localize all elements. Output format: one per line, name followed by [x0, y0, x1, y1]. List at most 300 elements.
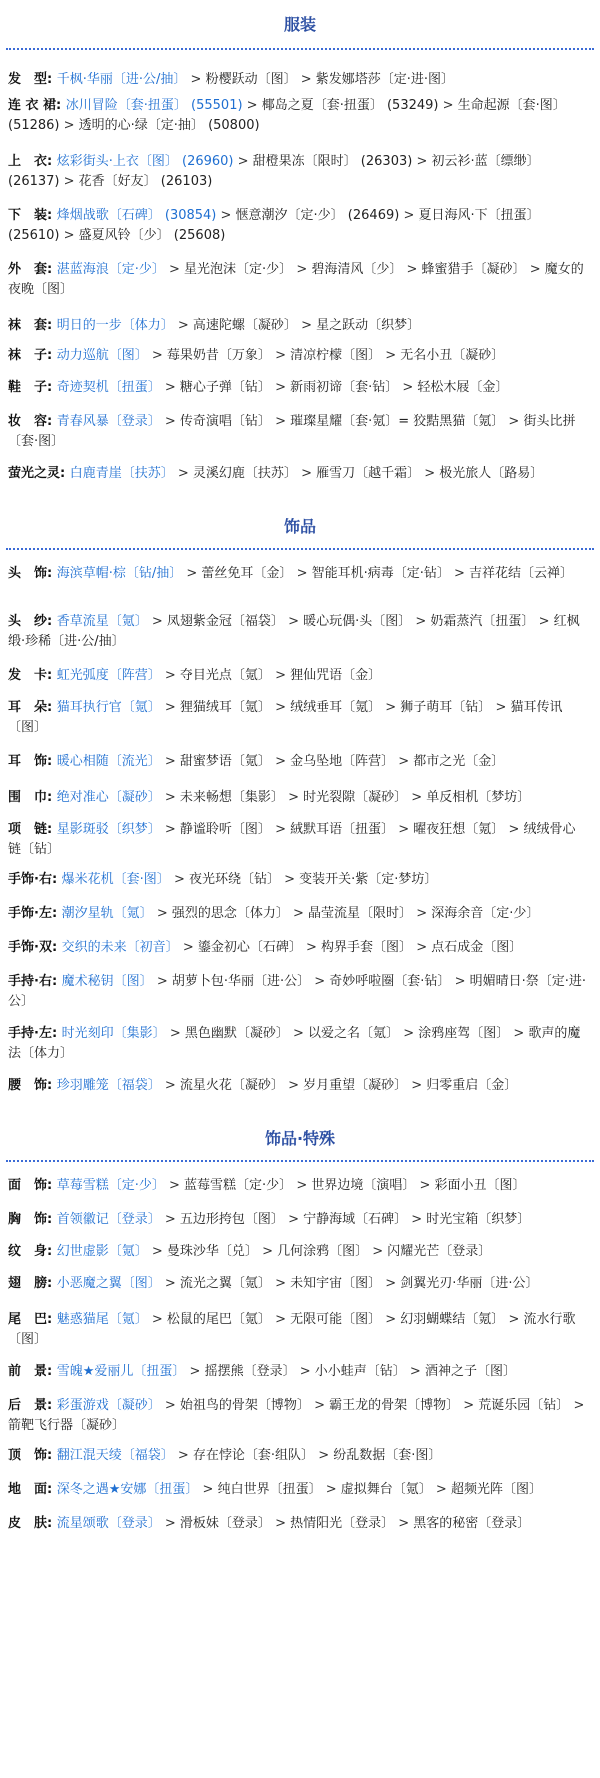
- alternative-item: 松鼠的尾巴〔氪〕: [166, 1312, 271, 1327]
- list-item: [0, 752, 600, 772]
- alternative-item: 狸猫绒耳〔氪〕: [179, 700, 271, 715]
- separator-arrow: >: [301, 940, 322, 955]
- separator-arrow: >: [431, 1482, 451, 1497]
- separator-arrow: >: [59, 174, 79, 189]
- top-pick-item: 奇迹契机〔扭蛋〕: [56, 380, 161, 395]
- top-pick-item: 深冬之遇★安娜〔扭蛋〕: [56, 1482, 199, 1497]
- separator-arrow: >: [160, 1516, 180, 1531]
- separator-arrow: >: [310, 974, 330, 989]
- list-item: [0, 870, 600, 890]
- section-title: 饰品·特殊: [264, 1129, 336, 1148]
- separator-arrow: >: [173, 1448, 193, 1463]
- separator-arrow: >: [182, 566, 202, 581]
- list-item: [0, 1274, 600, 1294]
- alternative-item: 黑色幽默〔凝砂〕: [184, 1026, 289, 1041]
- alternative-item: 红枫缎·珍稀〔进·公/抽〕: [8, 614, 580, 649]
- separator-arrow: >: [459, 1398, 479, 1413]
- separator-arrow: >: [296, 318, 317, 333]
- top-pick-item: 千枫·华丽〔进·公/抽〕: [56, 72, 187, 87]
- alternative-item: 流星火花〔凝砂〕: [179, 1078, 284, 1093]
- item-category-label: 发 型:: [8, 72, 57, 87]
- alternative-item: 幻羽蝴蝶结〔氪〕: [400, 1312, 505, 1327]
- alternative-item: 摇摆熊〔登录〕: [204, 1364, 296, 1379]
- top-pick-item: 海滨草帽·棕〔钻/抽〕: [56, 566, 183, 581]
- list-item: [0, 564, 600, 584]
- top-pick-item: 小恶魔之翼〔图〕: [56, 1276, 161, 1291]
- item-category-label: 外 套:: [8, 262, 57, 277]
- separator-arrow: >: [147, 1312, 167, 1327]
- alternative-item: 强烈的思念〔体力〕: [171, 906, 289, 921]
- list-item: [0, 820, 600, 860]
- list-item: [0, 70, 600, 90]
- separator-arrow: >: [283, 614, 304, 629]
- separator-arrow: >: [59, 228, 79, 243]
- alternative-item: 鎏金初心〔石碑〕: [197, 940, 302, 955]
- separator-arrow: >: [405, 1364, 425, 1379]
- alternative-item: 点石成金〔图〕: [431, 940, 523, 955]
- alternative-item: 盛夏风铃〔少〕 (25608): [78, 228, 226, 243]
- separator-arrow: >: [283, 1078, 304, 1093]
- alternative-item: 歌声的魔法〔体力〕: [8, 1026, 581, 1061]
- separator-arrow: >: [402, 262, 422, 277]
- item-category-label: 后 景:: [8, 1398, 57, 1413]
- alternative-item: 甜蜜梦语〔氪〕: [179, 754, 271, 769]
- separator-arrow: >: [270, 668, 291, 683]
- separator-arrow: >: [394, 1516, 414, 1531]
- list-item: [0, 412, 600, 452]
- top-pick-item: 动力巡航〔图〕: [56, 348, 148, 363]
- item-category-label: 袜 套:: [8, 318, 57, 333]
- alternative-item: 剑翼光刃·华丽〔进·公〕: [400, 1276, 539, 1291]
- alternative-item: 变装开关·紫〔定·梦坊〕: [299, 872, 438, 887]
- item-category-label: 前 景:: [8, 1364, 57, 1379]
- alternative-item: 高速陀螺〔凝砂〕: [192, 318, 297, 333]
- item-category-label: 地 面:: [8, 1482, 57, 1497]
- dotted-divider: [6, 1160, 594, 1162]
- top-pick-item: 交织的未来〔初音〕: [61, 940, 179, 955]
- separator-arrow: >: [525, 262, 545, 277]
- separator-arrow: >: [412, 154, 432, 169]
- item-category-label: 尾 巴:: [8, 1312, 57, 1327]
- item-category-label: 面 饰:: [8, 1178, 57, 1193]
- list-item: [0, 904, 600, 924]
- separator-arrow: >: [270, 414, 291, 429]
- alternative-item: 静谧聆听〔图〕: [179, 822, 271, 837]
- list-item: [0, 1362, 600, 1382]
- top-pick-item: 炫彩街头·上衣〔图〕 (26960): [56, 154, 234, 169]
- list-item: [0, 666, 600, 686]
- top-pick-item: 烽烟战歌〔石碑〕 (30854): [56, 208, 217, 223]
- alternative-item: 荒诞乐园〔钻〕: [478, 1398, 570, 1413]
- item-category-label: 袜 子:: [8, 348, 57, 363]
- alternative-item: 深海余音〔定·少〕: [431, 906, 540, 921]
- list-item: [0, 1024, 600, 1064]
- separator-arrow: >: [398, 380, 418, 395]
- separator-arrow: >: [185, 1364, 205, 1379]
- item-category-label: 项 链:: [8, 822, 57, 837]
- alternative-item: 曼珠沙华〔兑〕: [166, 1244, 258, 1259]
- list-item: [0, 1210, 600, 1230]
- alternative-item: 蓝莓雪糕〔定·少〕: [184, 1178, 293, 1193]
- list-item: [0, 972, 600, 1012]
- alternative-item: 时光宝箱〔织梦〕: [426, 1212, 531, 1227]
- top-pick-item: 翻江混天绫〔福袋〕: [56, 1448, 174, 1463]
- alternative-item: 椰岛之夏〔套·扭蛋〕 (53249): [261, 98, 439, 113]
- separator-arrow: >: [491, 700, 511, 715]
- alternative-item: 绒绒骨心链〔钻〕: [8, 822, 576, 857]
- separator-arrow: >: [270, 1276, 291, 1291]
- alternative-item: 单反相机〔梦坊〕: [426, 790, 531, 805]
- item-category-label: 下 装:: [8, 208, 57, 223]
- item-category-label: 上 衣:: [8, 154, 57, 169]
- alternative-item: 都市之光〔金〕: [413, 754, 505, 769]
- list-item: [0, 260, 600, 300]
- separator-arrow: >: [321, 1482, 341, 1497]
- alternative-item: 小小蛙声〔钻〕: [314, 1364, 406, 1379]
- alternative-item: 纯白世界〔扭蛋〕: [217, 1482, 322, 1497]
- list-item: [0, 1242, 600, 1262]
- separator-arrow: >: [270, 700, 291, 715]
- separator-arrow: >: [412, 940, 432, 955]
- top-pick-item: 虹光弧度〔阵营〕: [56, 668, 161, 683]
- top-pick-item: 草莓雪糕〔定·少〕: [56, 1178, 165, 1193]
- top-pick-item: 珍羽雕笼〔福袋〕: [56, 1078, 161, 1093]
- separator-arrow: >: [283, 1212, 304, 1227]
- alternative-item: 魔女的夜晚〔图〕: [8, 262, 584, 297]
- alternative-item: 箭靶飞行器〔凝砂〕: [8, 1418, 126, 1433]
- separator-arrow: >: [270, 1312, 291, 1327]
- item-category-label: 翅 膀:: [8, 1276, 57, 1291]
- item-category-label: 耳 饰:: [8, 754, 57, 769]
- top-pick-item: 绝对准心〔凝砂〕: [56, 790, 161, 805]
- alternative-item: 霸王龙的骨架〔博物〕: [329, 1398, 460, 1413]
- list-item: [0, 1514, 600, 1534]
- alternative-item: 涂鸦座驾〔图〕: [418, 1026, 510, 1041]
- alternative-item: 惬意潮汐〔定·少〕 (26469): [235, 208, 400, 223]
- item-category-label: 手饰·右:: [8, 872, 62, 887]
- item-category-label: 胸 饰:: [8, 1212, 57, 1227]
- alternative-item: 甜橙果冻〔限时〕 (26303): [252, 154, 413, 169]
- alternative-item: 绒绒垂耳〔氪〕: [290, 700, 382, 715]
- separator-arrow: >: [165, 1026, 185, 1041]
- alternative-item: 猫耳传讯〔图〕: [8, 700, 563, 735]
- alternative-item: 夜光环绕〔钻〕: [188, 872, 280, 887]
- separator-arrow: >: [160, 790, 180, 805]
- alternative-item: 传奇演唱〔钻〕: [179, 414, 271, 429]
- item-category-label: 妆 容:: [8, 414, 57, 429]
- list-item: [0, 1446, 600, 1466]
- item-category-label: 发 卡:: [8, 668, 57, 683]
- alternative-item: 奇妙呼啦圈〔套·钻〕: [329, 974, 451, 989]
- alternative-item: 未知宇宙〔图〕: [290, 1276, 382, 1291]
- separator-arrow: >: [368, 1244, 388, 1259]
- alternative-item: 五边形挎包〔图〕: [179, 1212, 284, 1227]
- alternative-item: 黑客的秘密〔登录〕: [413, 1516, 531, 1531]
- separator-arrow: >: [160, 1078, 180, 1093]
- alternative-item: 晶莹流星〔限时〕: [308, 906, 413, 921]
- alternative-item: 雁雪刀〔越千霜〕: [316, 466, 421, 481]
- separator-arrow: >: [407, 790, 427, 805]
- top-pick-item: 潮汐星轨〔氪〕: [61, 906, 153, 921]
- separator-arrow: >: [186, 72, 206, 87]
- list-item: [0, 464, 600, 484]
- item-category-label: 围 巾:: [8, 790, 57, 805]
- top-pick-item: 彩蛋游戏〔凝砂〕: [56, 1398, 161, 1413]
- separator-arrow: >: [504, 1312, 524, 1327]
- alternative-item: 构界手套〔图〕: [321, 940, 413, 955]
- alternative-item: 星之跃动〔织梦〕: [316, 318, 421, 333]
- alternative-item: 金乌坠地〔阵营〕: [290, 754, 395, 769]
- alternative-item: 宁静海域〔石碑〕: [303, 1212, 408, 1227]
- top-pick-item: 暖心相随〔流光〕: [56, 754, 161, 769]
- separator-arrow: >: [450, 974, 470, 989]
- separator-arrow: >: [242, 98, 262, 113]
- top-pick-item: 明日的一步〔体力〕: [56, 318, 174, 333]
- separator-arrow: >: [270, 754, 291, 769]
- list-item: [0, 1176, 600, 1196]
- separator-arrow: >: [198, 1482, 218, 1497]
- separator-arrow: >: [292, 1178, 312, 1193]
- item-category-label: 手饰·左:: [8, 906, 62, 921]
- alternative-item: 流光之翼〔氪〕: [179, 1276, 271, 1291]
- separator-arrow: >: [399, 1026, 419, 1041]
- list-item: [0, 346, 600, 366]
- separator-arrow: >: [164, 262, 185, 277]
- section-title: 饰品: [283, 517, 316, 536]
- alternative-item: 归零重启〔金〕: [426, 1078, 518, 1093]
- item-category-label: 纹 身:: [8, 1244, 57, 1259]
- alternative-item: 星光泡沫〔定·少〕: [184, 262, 293, 277]
- separator-arrow: >: [407, 1078, 427, 1093]
- separator-arrow: >: [152, 906, 172, 921]
- separator-arrow: >: [160, 1398, 180, 1413]
- top-pick-item: 雪魄★爱丽儿〔扭蛋〕: [56, 1364, 186, 1379]
- item-category-label: 头 纱:: [8, 614, 57, 629]
- separator-arrow: >: [394, 754, 414, 769]
- alternative-item: 极光旅人〔路易〕: [439, 466, 544, 481]
- list-item: [0, 698, 600, 738]
- separator-arrow: >: [160, 754, 180, 769]
- alternative-item: 透明的心·绿〔定·抽〕 (50800): [78, 118, 260, 133]
- item-category-label: 皮 肤:: [8, 1516, 57, 1531]
- list-item: [0, 378, 600, 398]
- top-pick-item: 时光刻印〔集影〕: [61, 1026, 166, 1041]
- alternative-item: 存在悖论〔套·组队〕: [192, 1448, 315, 1463]
- item-category-label: 手持·右:: [8, 974, 62, 989]
- separator-arrow: >: [569, 1398, 585, 1413]
- separator-arrow: >: [292, 262, 312, 277]
- alternative-item: 超频光阵〔图〕: [450, 1482, 542, 1497]
- alternative-item: 凤翅紫金冠〔福袋〕: [166, 614, 284, 629]
- item-category-label: 手持·左:: [8, 1026, 62, 1041]
- separator-arrow: >: [381, 348, 401, 363]
- item-category-label: 耳 朵:: [8, 700, 57, 715]
- top-pick-item: 猫耳执行官〔氪〕: [56, 700, 161, 715]
- alternative-item: 闪耀光芒〔登录〕: [387, 1244, 492, 1259]
- separator-arrow: >: [314, 1448, 334, 1463]
- separator-arrow: >: [381, 1276, 401, 1291]
- separator-arrow: >: [270, 380, 291, 395]
- separator-arrow: >: [160, 668, 180, 683]
- alternative-item: 璀璨星耀〔套·氪〕= 狡黠黑猫〔氪〕: [290, 414, 505, 429]
- separator-arrow: >: [288, 1026, 309, 1041]
- alternative-item: 滑板妹〔登录〕: [179, 1516, 271, 1531]
- separator-arrow: >: [160, 822, 180, 837]
- separator-arrow: >: [420, 466, 440, 481]
- item-category-label: 顶 饰:: [8, 1448, 57, 1463]
- separator-arrow: >: [296, 72, 316, 87]
- top-pick-item: 爆米花机〔套·图〕: [61, 872, 170, 887]
- separator-arrow: >: [59, 118, 79, 133]
- alternative-item: 无限可能〔图〕: [290, 1312, 382, 1327]
- separator-arrow: >: [160, 1276, 180, 1291]
- alternative-item: 莓果奶昔〔万象〕: [166, 348, 271, 363]
- alternative-item: 絨默耳语〔扭蛋〕: [290, 822, 395, 837]
- list-item: [0, 1076, 600, 1096]
- top-pick-item: 首领徽记〔登录〕: [56, 1212, 161, 1227]
- alternative-item: 生命起源〔套·图〕 (51286): [8, 98, 566, 133]
- top-pick-item: 星影斑驳〔织梦〕: [56, 822, 161, 837]
- separator-arrow: >: [399, 208, 419, 223]
- alternative-item: 流水行歌〔图〕: [8, 1312, 576, 1347]
- alternative-item: 以爱之名〔氪〕: [308, 1026, 400, 1041]
- alternative-item: 粉樱跃动〔图〕: [205, 72, 297, 87]
- alternative-item: 糖心子弹〔钻〕: [179, 380, 271, 395]
- separator-arrow: >: [160, 380, 180, 395]
- top-pick-item: 湛蓝海浪〔定·少〕: [56, 262, 165, 277]
- separator-arrow: >: [288, 906, 309, 921]
- separator-arrow: >: [411, 614, 431, 629]
- list-item: [0, 316, 600, 336]
- alternative-item: 奶霜蒸汽〔扭蛋〕: [430, 614, 535, 629]
- alternative-item: 未来畅想〔集影〕: [179, 790, 284, 805]
- alternative-item: 彩面小丑〔图〕: [434, 1178, 526, 1193]
- dotted-divider: [6, 548, 594, 550]
- list-item: [0, 96, 600, 136]
- alternative-item: 智能耳机·病毒〔定·钻〕: [311, 566, 450, 581]
- item-category-label: 腰 饰:: [8, 1078, 57, 1093]
- separator-arrow: >: [270, 1516, 291, 1531]
- separator-arrow: >: [270, 822, 291, 837]
- top-pick-item: 冰川冒险〔套·扭蛋〕 (55501): [65, 98, 243, 113]
- alternative-item: 初云衫·蓝〔缥缈〕 (26137): [8, 154, 540, 189]
- alternative-item: 暖心玩偶·头〔图〕: [303, 614, 412, 629]
- alternative-item: 蕾丝免耳〔金〕: [201, 566, 293, 581]
- alternative-item: 街头比拼〔套·图〕: [8, 414, 576, 449]
- separator-arrow: >: [160, 414, 180, 429]
- top-pick-item: 魅惑猫尾〔氪〕: [56, 1312, 148, 1327]
- alternative-item: 轻松木屐〔金〕: [417, 380, 509, 395]
- separator-arrow: >: [438, 98, 458, 113]
- alternative-item: 热情阳光〔登录〕: [290, 1516, 395, 1531]
- alternative-item: 岁月重望〔凝砂〕: [303, 1078, 408, 1093]
- alternative-item: 灵溪幻鹿〔扶苏〕: [192, 466, 297, 481]
- separator-arrow: >: [160, 700, 180, 715]
- separator-arrow: >: [173, 466, 193, 481]
- separator-arrow: >: [169, 872, 189, 887]
- separator-arrow: >: [504, 414, 524, 429]
- list-item: [0, 1396, 600, 1436]
- item-category-label: 连 衣 裙:: [8, 98, 66, 113]
- separator-arrow: >: [296, 466, 317, 481]
- separator-arrow: >: [283, 790, 304, 805]
- section-title: 服装: [283, 15, 316, 34]
- item-category-label: 头 饰:: [8, 566, 57, 581]
- alternative-item: 始祖鸟的骨架〔博物〕: [179, 1398, 310, 1413]
- alternative-item: 碧海清风〔少〕: [311, 262, 403, 277]
- list-item: [0, 788, 600, 808]
- alternative-item: 新雨初谛〔套·钻〕: [290, 380, 399, 395]
- list-item: [0, 612, 600, 652]
- separator-arrow: >: [504, 822, 524, 837]
- separator-arrow: >: [415, 1178, 435, 1193]
- separator-arrow: >: [147, 1244, 167, 1259]
- alternative-item: 明媚晴日·祭〔定·进·公〕: [8, 974, 587, 1009]
- separator-arrow: >: [160, 1212, 180, 1227]
- alternative-item: 夏日海风·下〔扭蛋〕 (25610): [8, 208, 540, 243]
- alternative-item: 狮子萌耳〔钻〕: [400, 700, 492, 715]
- separator-arrow: >: [407, 1212, 427, 1227]
- separator-arrow: >: [534, 614, 554, 629]
- list-item: [0, 152, 600, 192]
- separator-arrow: >: [381, 1312, 401, 1327]
- alternative-item: 花香〔好友〕 (26103): [78, 174, 213, 189]
- item-category-label: 手饰·双:: [8, 940, 62, 955]
- separator-arrow: >: [147, 348, 167, 363]
- top-pick-item: 魔术秘钥〔图〕: [61, 974, 153, 989]
- separator-arrow: >: [147, 614, 167, 629]
- top-pick-item: 幻世虚影〔氪〕: [56, 1244, 148, 1259]
- alternative-item: 曜夜狂想〔氪〕: [413, 822, 505, 837]
- alternative-item: 纷乱数据〔套·图〕: [333, 1448, 442, 1463]
- separator-arrow: >: [233, 154, 253, 169]
- list-item: [0, 1310, 600, 1350]
- separator-arrow: >: [270, 348, 291, 363]
- list-item: [0, 206, 600, 246]
- alternative-item: 夺目光点〔氪〕: [179, 668, 271, 683]
- alternative-item: 紫发娜塔莎〔定·进·图〕: [315, 72, 455, 87]
- alternative-item: 时光裂隙〔凝砂〕: [303, 790, 408, 805]
- separator-arrow: >: [309, 1398, 330, 1413]
- alternative-item: 世界边境〔演唱〕: [311, 1178, 416, 1193]
- alternative-item: 几何涂鸦〔图〕: [277, 1244, 369, 1259]
- list-item: [0, 1480, 600, 1500]
- top-pick-item: 流星颂歌〔登录〕: [56, 1516, 161, 1531]
- separator-arrow: >: [381, 700, 401, 715]
- alternative-item: 酒神之子〔图〕: [424, 1364, 516, 1379]
- dotted-divider: [6, 48, 594, 50]
- separator-arrow: >: [295, 1364, 315, 1379]
- top-pick-item: 白鹿青崖〔扶苏〕: [69, 466, 174, 481]
- list-item: [0, 938, 600, 958]
- alternative-item: 清凉柠檬〔图〕: [290, 348, 382, 363]
- separator-arrow: >: [412, 906, 432, 921]
- top-pick-item: 香草流星〔氪〕: [56, 614, 148, 629]
- item-category-label: 萤光之灵:: [8, 466, 70, 481]
- alternative-item: 胡萝卜包·华丽〔进·公〕: [171, 974, 311, 989]
- separator-arrow: >: [292, 566, 312, 581]
- separator-arrow: >: [173, 318, 193, 333]
- separator-arrow: >: [178, 940, 198, 955]
- separator-arrow: >: [449, 566, 470, 581]
- separator-arrow: >: [280, 872, 300, 887]
- separator-arrow: >: [394, 822, 414, 837]
- separator-arrow: >: [164, 1178, 185, 1193]
- item-category-label: 鞋 子:: [8, 380, 57, 395]
- top-pick-item: 青春风暴〔登录〕: [56, 414, 161, 429]
- alternative-item: 虚拟舞台〔氪〕: [340, 1482, 432, 1497]
- separator-arrow: >: [216, 208, 236, 223]
